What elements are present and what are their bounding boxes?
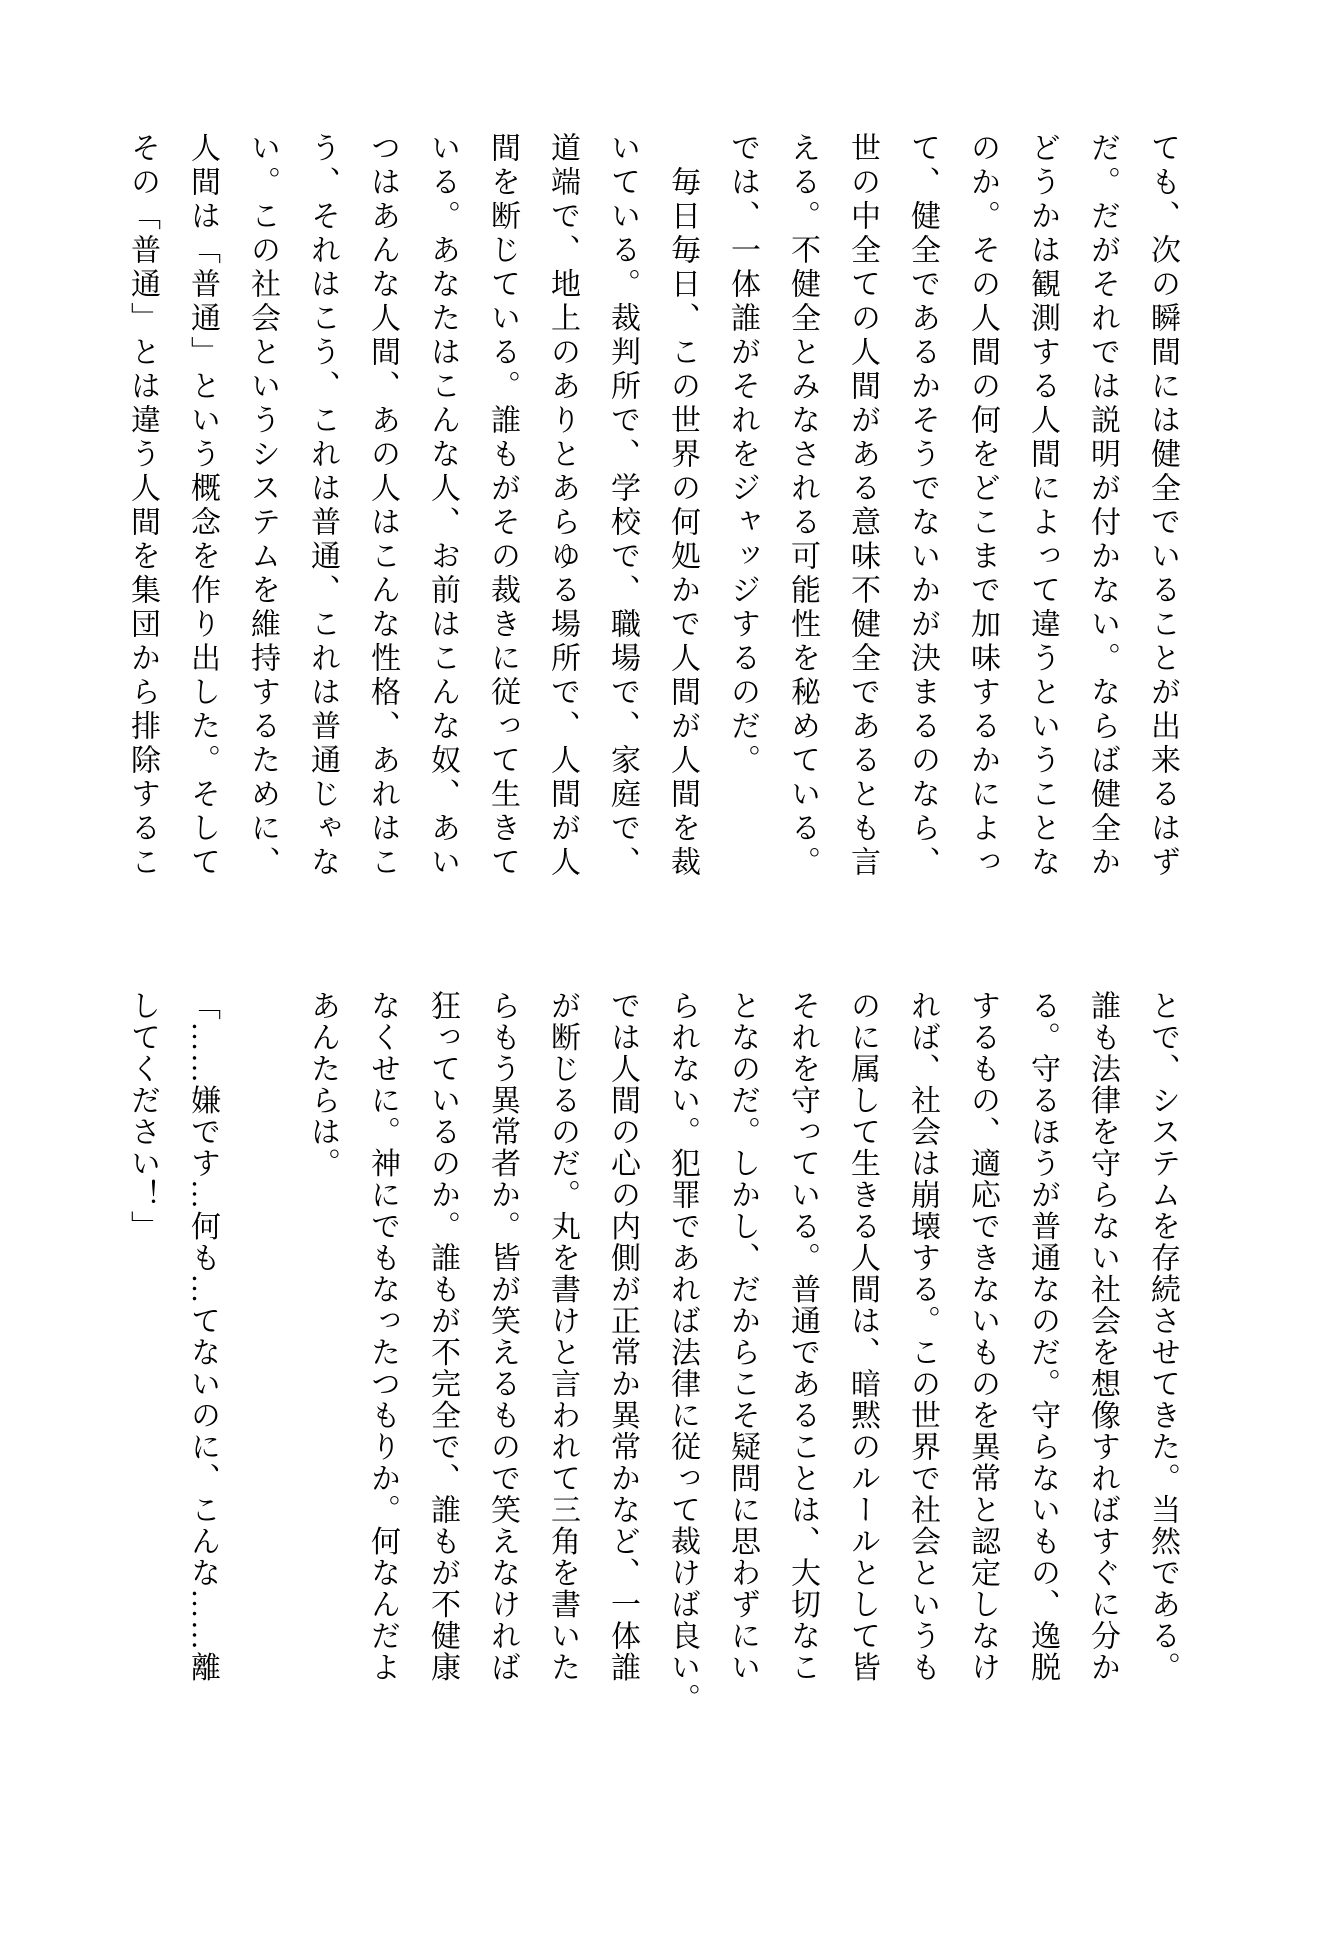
text-column-blank (232, 990, 292, 1715)
text-column: いる。あなたはこんな人、お前はこんな奴、あい (426, 132, 459, 880)
text-block-bottom (112, 990, 1192, 1715)
text-column: のに属して生きる人間は、暗黙のルールとして皆 (846, 990, 879, 1683)
text-column: つはあんな人間、あの人はこんな性格、あれはこ (366, 132, 399, 880)
text-column: となのだ。しかし、だからこそ疑問に思わずにい (726, 990, 759, 1683)
text-column: では人間の心の内側が正常か異常かなど、一体誰 (606, 990, 639, 1683)
text-column: られない。犯罪であれば法律に従って裁けば良い。 (666, 990, 699, 1715)
text-column: のか。その人間の何をどこまで加味するかによっ (966, 132, 999, 880)
text-column: 誰も法律を守らない社会を想像すればすぐに分か (1086, 990, 1119, 1683)
text-column: が断じるのだ。丸を書けと言われて三角を書いた (546, 990, 579, 1683)
text-column: あんたらは。 (306, 990, 339, 1179)
text-column: 毎日毎日、この世界の何処かで人間が人間を裁 (666, 132, 699, 880)
text-column: 間を断じている。誰もがその裁きに従って生きて (486, 132, 519, 880)
text-column: それを守っている。普通であることは、大切なこ (786, 990, 819, 1683)
text-column: 狂っているのか。誰もが不完全で、誰もが不健康 (426, 990, 459, 1683)
text-column: では、一体誰がそれをジャッジするのだ。 (726, 132, 759, 778)
text-column: ても、次の瞬間には健全でいることが出来るはず (1146, 132, 1179, 880)
text-column: う、それはこう、これは普通、これは普通じゃな (306, 132, 339, 880)
text-column: らもう異常者か。皆が笑えるもので笑えなければ (486, 990, 519, 1683)
text-column: れば、社会は崩壊する。この世界で社会というも (906, 990, 939, 1683)
text-column: どうかは観測する人間によって違うということな (1026, 132, 1059, 880)
text-column: 人間は「普通」という概念を作り出した。そして (186, 132, 219, 880)
text-column: だ。だがそれでは説明が付かない。ならば健全か (1086, 132, 1119, 880)
text-column: なくせに。神にでもなったつもりか。何なんだよ (366, 990, 399, 1683)
text-column: て、健全であるかそうでないかが決まるのなら、 (906, 132, 939, 880)
text-column: える。不健全とみなされる可能性を秘めている。 (786, 132, 819, 880)
text-column: い。この社会というシステムを維持するために、 (246, 132, 279, 880)
text-block-top (112, 132, 1192, 880)
text-column: するもの、適応できないものを異常と認定しなけ (966, 990, 999, 1683)
text-column: 世の中全ての人間がある意味不健全であるとも言 (846, 132, 879, 880)
text-column: その「普通」とは違う人間を集団から排除するこ (126, 132, 159, 880)
text-column-dialogue: してください！」 (126, 990, 159, 1242)
text-column-dialogue: 「……嫌です…何も…てないのに、こんな……離 (186, 990, 219, 1683)
text-column: とで、システムを存続させてきた。当然である。 (1146, 990, 1179, 1683)
text-column: いている。裁判所で、学校で、職場で、家庭で、 (606, 132, 639, 880)
text-column: る。守るほうが普通なのだ。守らないもの、逸脱 (1026, 990, 1059, 1683)
text-column: 道端で、地上のありとあらゆる場所で、人間が人 (546, 132, 579, 880)
